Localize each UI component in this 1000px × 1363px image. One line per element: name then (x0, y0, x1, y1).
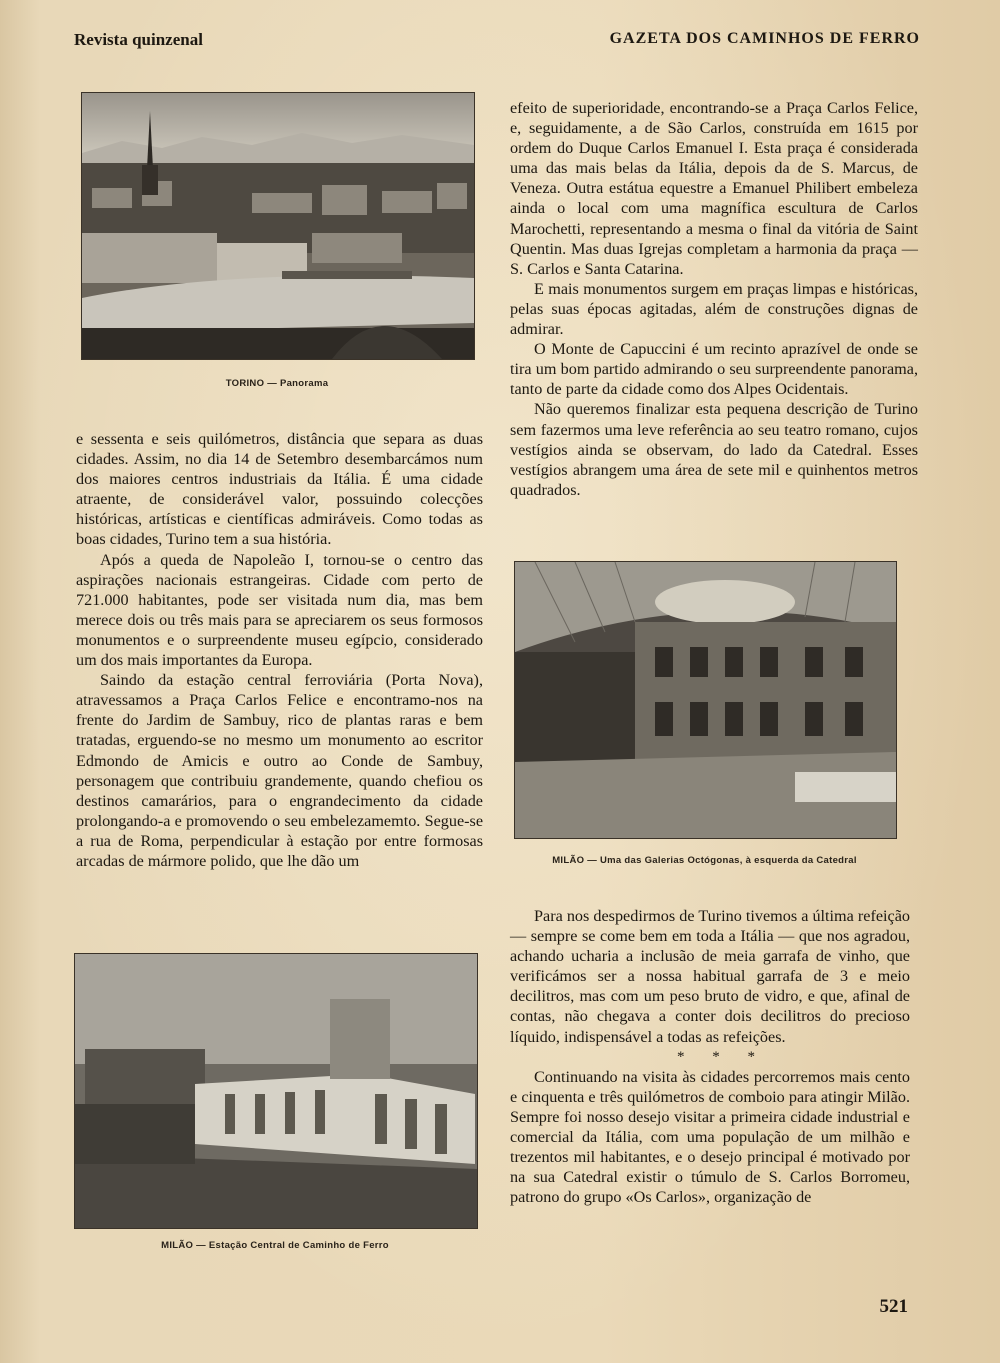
paragraph: e sessenta e seis quilómetros, distância que separa as duas cidades. Assim, no dia 14 de Setembro desembarcámos num dos maiores centros industriais da Itália. É uma cidade atraente, de considerável valor, possuindo colecções históricas, artísticas e científicas admiráveis. Como todas as boas cidades, Turino tem a sua história. (76, 430, 483, 549)
paragraph: Para nos despedirmos de Turino tivemos a última refeição — sempre se come bem em toda a Itália — que nos agradou, achando ucharia a inclusão de meia garrafa de vinho, que verificámos ser a nossa habitual garrafa de 3 e meio decilitros, mas com um peso bruto de vidro, e que, afinal de contas, não chegava a conter dois decilitros do precioso líquido, indispensável a todas as refeições. (510, 907, 910, 1046)
paragraph: Continuando na visita às cidades percorremos mais cento e cinquenta e três quilómetros de comboio para atingir Milão. Sempre foi nosso desejo visitar a primeira cidade industrial e comercial da Itália, com uma população de um milhão e trezentos mil habitantes, e o desejo principal é motivado por na sua Catedral existir o túmulo de S. Carlos Borromeu, patrono do grupo «Os Carlos», organização de (510, 1067, 910, 1207)
section-separator: * * * (677, 1048, 767, 1065)
paragraph: Não queremos finalizar esta pequena descrição de Turino sem fazermos uma leve referência ao seu teatro romano, cujos vestígios ainda se observam, do lado da Catedral. Esses vestígios abrangem uma área de sete mil e quinhentos metros quadrados. (510, 400, 918, 499)
page-number: 521 (879, 1296, 908, 1317)
milan-station-caption: MILÃO — Estação Central de Caminho de Ferro (161, 1240, 389, 1251)
milan-station-photo (74, 953, 478, 1229)
turin-photo-caption: TORINO — Panorama (225, 378, 329, 389)
left-text-column (76, 429, 483, 871)
running-header-left: Revista quinzenal (74, 30, 203, 49)
right-text-column-top (510, 98, 918, 500)
paragraph: Após a queda de Napoleão I, tornou-se o centro das aspirações nacionais estrangeiras. Cidade com perto de 721.000 habitantes, pode ser visitada num dia, mas bem merece dois ou três mais para se apreciarem os seus formosos monumentos e o surpreendente museu egípcio, considerado um dos mais importantes da Europa. (76, 550, 483, 670)
paragraph: E mais monumentos surgem em praças limpas e históricas, pelas suas épocas agitadas, além de construções dignas de admirar. (510, 279, 918, 339)
turin-panorama-photo (81, 92, 475, 360)
paragraph: O Monte de Capuccini é um recinto aprazível de onde se tira um bom partido admirando o seu surpreendente panorama, tanto de parte da cidade como dos Alpes Ocidentais. (510, 340, 918, 399)
paragraph: Saindo da estação central ferroviária (Porta Nova), atravessamos a Praça Carlos Felice e encontramo-nos na frente do Jardim de Sambuy, rico de plantas raras e bem tratadas, erguendo-se no mesmo um monumento ao escritor Edmondo de Amicis e outro ao Conde de Sambuy, personagem que contribuiu grandemente, quando chefiou os destinos camarários, para o engrandecimento da cidade prolongando-a e promovendo o seu embelezamemto. Segue-se a rua de Roma, perpendicular à estação por entre formosas arcadas de mármore polido, que lhe dão um (76, 671, 483, 870)
milan-galleria-caption: MILÃO — Uma das Galerias Octógonas, à esquerda da Catedral (552, 855, 857, 866)
milan-galleria-photo (514, 561, 897, 839)
paragraph: efeito de superioridade, encontrando-se a Praça Carlos Felice, e, seguidamente, a de São Carlos, construída em 1615 por ordem do Duque Carlos Emanuel I. Esta praça é considerada uma das mais belas da Itália, depois da de S. Marcus, de Veneza. Outra estátua equestre a Emanuel Philibert embeleza ainda o local com uma magnífica escultura de Carlos Marochetti, representando a mesma o final da vitória de Saint Quentin. Mas duas Igrejas completam a harmonia da praça — S. Carlos e Santa Catarina. (510, 99, 918, 278)
right-text-column-bottom (510, 906, 910, 1207)
running-header-right: GAZETA DOS CAMINHOS DE FERRO (609, 30, 920, 47)
